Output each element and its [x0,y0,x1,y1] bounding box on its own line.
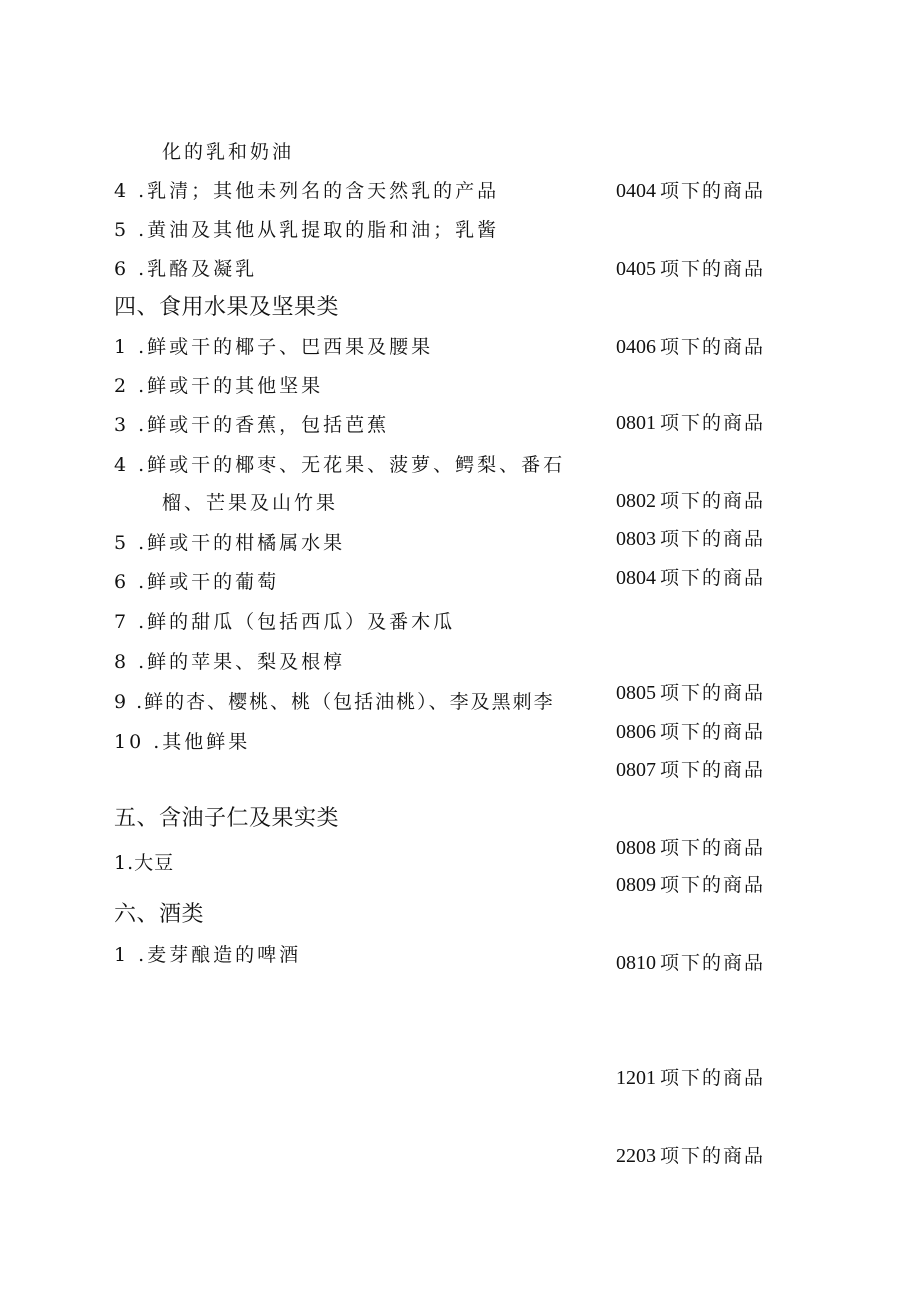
tariff-code-suffix: 项下的商品 [660,759,766,781]
tariff-code: 0808 [616,837,656,859]
tariff-code: 0801 [616,412,656,434]
section-heading-oil-seeds: 五、含油子仁及果实类 [114,806,340,831]
tariff-code: 0804 [616,567,656,589]
item-other-nuts: 2 .鲜或干的其他坚果 [114,375,324,397]
item-dates-figs: 4 .鲜或干的椰枣、无花果、菠萝、鳄梨、番石 [114,454,566,476]
item-dates-figs-continuation: 榴、芒果及山竹果 [162,492,339,514]
tariff-code-suffix: 项下的商品 [660,682,766,704]
tariff-code-suffix: 项下的商品 [660,1067,766,1089]
tariff-code-suffix: 项下的商品 [660,336,766,358]
tariff-code-suffix: 项下的商品 [660,567,766,589]
tariff-code-line [616,1066,765,1090]
tariff-code-line [616,257,765,281]
tariff-code-suffix: 项下的商品 [660,837,766,859]
item-bananas: 3 .鲜或干的香蕉，包括芭蕉 [114,414,390,436]
tariff-code-suffix: 项下的商品 [660,412,766,434]
tariff-code-line [616,681,765,705]
tariff-code: 0806 [616,721,656,743]
tariff-code-suffix: 项下的商品 [660,528,766,550]
tariff-code-line [616,566,765,590]
item-apricots-cherries: 9 .鲜的杏、樱桃、桃（包括油桃）、李及黑刺李 [114,691,555,713]
item-melons: 7 .鲜的甜瓜（包括西瓜）及番木瓜 [114,611,456,633]
tariff-code: 0809 [616,874,656,896]
tariff-code: 0807 [616,759,656,781]
tariff-code-suffix: 项下的商品 [660,258,766,280]
tariff-code-line [616,527,765,551]
item-soybeans: 1.大豆 [114,852,175,874]
tariff-code: 0803 [616,528,656,550]
item-beer: 1 .麦芽酿造的啤酒 [114,944,302,966]
item-whey: 4 .乳清；其他未列名的含天然乳的产品 [114,180,500,202]
tariff-code-line [616,411,765,435]
tariff-code-line [616,1144,765,1168]
tariff-code: 0810 [616,952,656,974]
item-text-continuation: 化的乳和奶油 [162,141,295,163]
tariff-code-line [616,179,765,203]
tariff-code: 0802 [616,490,656,512]
tariff-code: 0805 [616,682,656,704]
tariff-code-suffix: 项下的商品 [660,490,766,512]
item-butter: 5 .黄油及其他从乳提取的脂和油；乳酱 [114,219,500,241]
tariff-code: 1201 [616,1067,656,1089]
tariff-code-line [616,951,765,975]
item-other-fresh-fruit: 10 .其他鲜果 [114,731,251,753]
tariff-code-suffix: 项下的商品 [660,952,766,974]
tariff-code-line [616,836,765,860]
item-coconuts: 1 .鲜或干的椰子、巴西果及腰果 [114,336,434,358]
item-citrus: 5 .鲜或干的柑橘属水果 [114,532,346,554]
item-grapes: 6 .鲜或干的葡萄 [114,571,280,593]
tariff-code-suffix: 项下的商品 [660,180,766,202]
item-cheese: 6 .乳酪及凝乳 [114,258,258,280]
tariff-code-suffix: 项下的商品 [660,1145,766,1167]
tariff-code-suffix: 项下的商品 [660,721,766,743]
tariff-code: 0406 [616,336,656,358]
item-apples-pears: 8 .鲜的苹果、梨及根椁 [114,651,346,673]
tariff-code-line [616,720,765,744]
tariff-code-line [616,873,765,897]
tariff-code: 2203 [616,1145,656,1167]
section-heading-alcohol: 六、酒类 [114,902,205,927]
tariff-code: 0404 [616,180,656,202]
section-heading-fruits-nuts: 四、食用水果及坚果类 [114,295,340,320]
tariff-code: 0405 [616,258,656,280]
tariff-code-line [616,335,765,359]
tariff-code-line [616,758,765,782]
tariff-code-suffix: 项下的商品 [660,874,766,896]
tariff-code-line [616,489,765,513]
